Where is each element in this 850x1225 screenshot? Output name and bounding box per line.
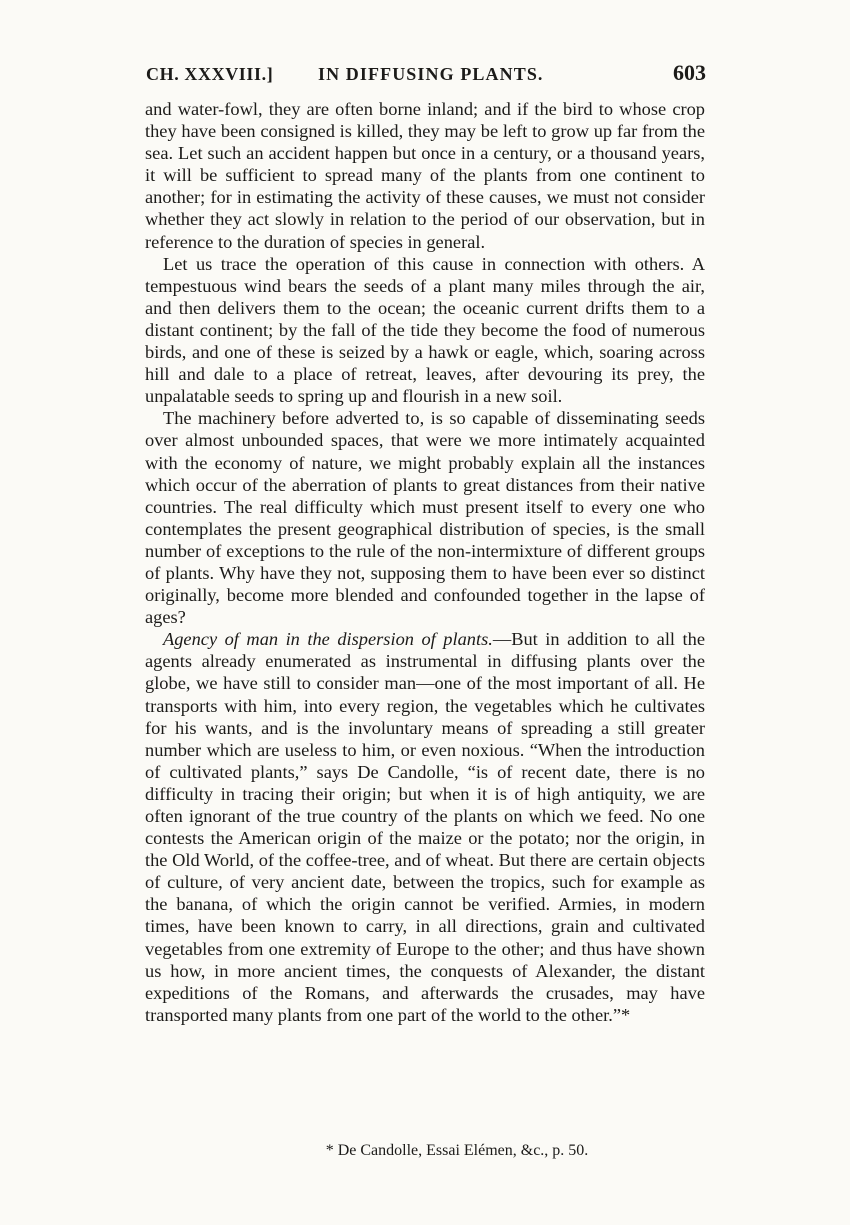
running-title: IN DIFFUSING PLANTS.: [318, 64, 544, 84]
footnote-text: * De Candolle, Essai Elémen, &c., p. 50.: [325, 1142, 589, 1159]
section-side-heading: Agency of man in the dispersion of plants.: [163, 629, 493, 650]
body-text: [145, 98, 705, 1026]
paragraph-tempestuous-wind: Let us trace the operation of this cause in connection with others. A tempestuous wind bears the seeds of a plant many miles through the air, and then delivers them to the ocean; the oceanic current drifts them to a distant continent; by the fall of the tide they become the food of numerous birds, and one of these is seized by a hawk or eagle, which, soaring across hill and dale to a place of retreat, leaves, after devouring its prey, the unpalatable seeds to spring up and flourish in a new soil.: [145, 253, 705, 407]
footnote: [0, 1142, 850, 1160]
paragraph-machinery: The machinery before adverted to, is so capable of disseminating seeds over almost unbounded spaces, that were we more intimately acquainted with the economy of nature, we might probably explain all the instances which occur of the aberration of plants to great distances from their native countries. The real difficulty which must present itself to every one who contemplates the present geographical distribution of species, is the small number of exceptions to the rule of the non-intermixture of different groups of plants. Why have they not, supposing them to have been ever so distinct originally, become more blended and confounded together in the lapse of ages?: [145, 408, 705, 628]
paragraph-agency-of-man-text: —But in addition to all the agents already enumerated as instrumental in diffusing plants over the globe, we have still to consider man—one of the most important of all. He transports with him, into every region, the vegetables which he cultivates for his wants, and is the involuntary means of spreading a still greater number which are useless to him, or even noxious. “When the introduction of cultivated plants,” says De Candolle, “is of recent date, there is no difficulty in tracing their origin; but when it is of high antiquity, we are often ignorant of the true country of the plants on which we feed. No one contests the American origin of the maize or the potato; nor the origin, in the Old World, of the coffee-tree, and of wheat. But there are certain objects of culture, of very ancient date, between the tropics, such for example as the banana, of which the origin cannot be verified. Armies, in modern times, have been known to carry, in all directions, grain and cultivated vegetables from one extremity of Europe to the other; and thus have shown us how, in more ancient times, the conquests of Alexander, the distant expeditions of the Romans, and afterwards the crusades, may have transported many plants from one part of the world to the other.”*: [145, 629, 705, 1025]
chapter-reference: CH. XXXVIII.]: [146, 64, 274, 84]
paragraph-continued: and water-fowl, they are often borne inland; and if the bird to whose crop they have been consigned is killed, they may be left to grow up far from the sea. Let such an accident happen but once in a century, or a thousand years, it will be sufficient to spread many of the plants from one continent to another; for in estimating the activity of these causes, we must not consider whether they act slowly in relation to the period of our observation, but in reference to the duration of species in general.: [145, 99, 705, 252]
running-head: [146, 58, 706, 88]
paragraph-agency-of-man: [145, 628, 705, 1026]
page-number: 603: [673, 60, 706, 85]
